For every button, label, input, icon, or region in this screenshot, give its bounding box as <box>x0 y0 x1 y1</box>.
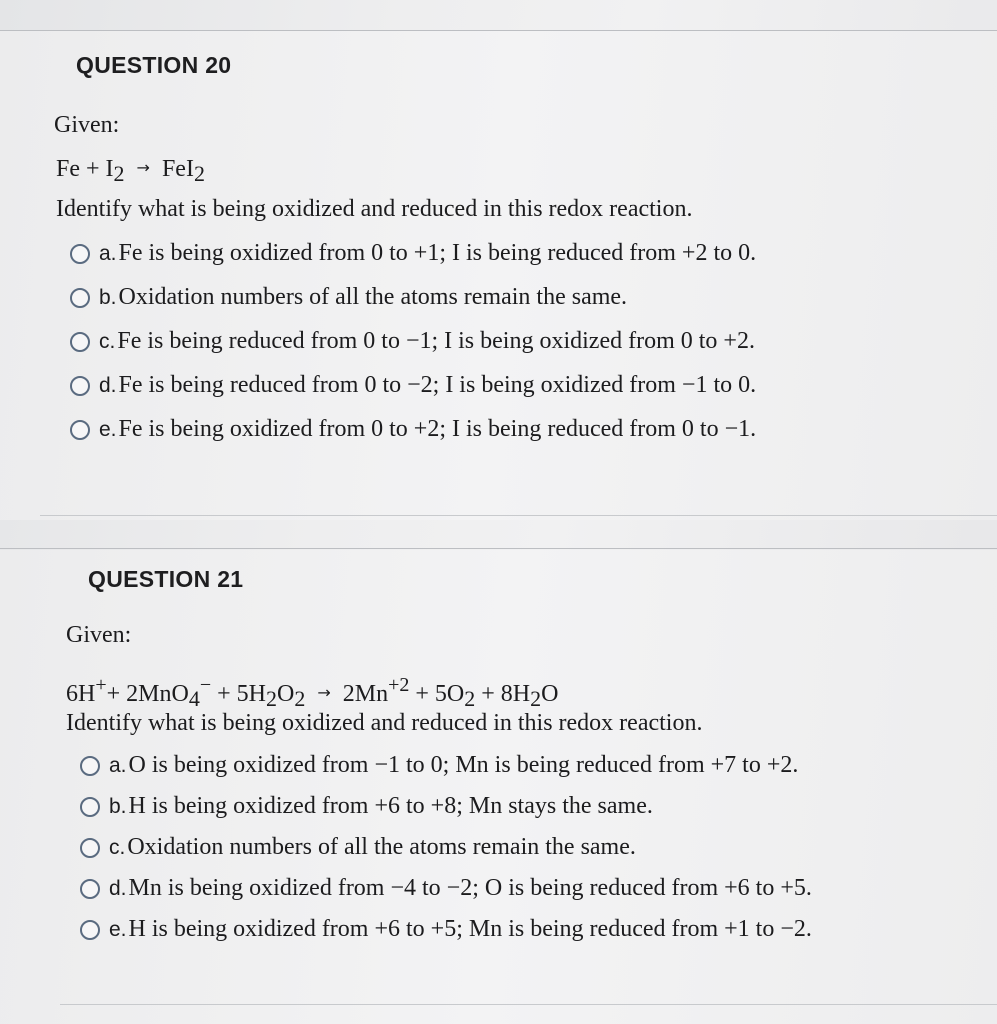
radio-icon[interactable] <box>70 376 90 396</box>
question-21-option-a[interactable]: a. O is being oxidized from −1 to 0; Mn is being reduced from +7 to +2. <box>80 752 798 779</box>
question-20-equation: $Fe + I_2 \to FeI_2$ <box>56 156 205 186</box>
radio-icon[interactable] <box>70 332 90 352</box>
radio-icon[interactable] <box>80 756 100 776</box>
question-21-equation: $6H^++ 2MnO_4^- + 5H_2O_2 \to 2Mn^{+2} + 5O_2 + 8H_2O$ <box>66 674 559 711</box>
arrow-icon: → <box>317 683 331 702</box>
question-20-title: QUESTION 20 <box>76 52 232 78</box>
question-20-option-a[interactable]: a. Fe is being oxidized from 0 to +1; I is being reduced from +2 to 0. <box>70 240 756 267</box>
question-21-option-d[interactable]: d. Mn is being oxidized from −4 to −2; O is being reduced from +6 to +5. <box>80 875 812 902</box>
question-20-option-c[interactable]: c. Fe is being reduced from 0 to −1; I is being oxidized from 0 to +2. <box>70 328 755 355</box>
question-20-given: Given: <box>54 112 120 138</box>
arrow-icon: → <box>136 158 150 177</box>
radio-icon[interactable] <box>80 879 100 899</box>
question-21-given: Given: <box>66 622 132 648</box>
radio-icon[interactable] <box>70 420 90 440</box>
question-20-option-b[interactable]: b. Oxidation numbers of all the atoms remain the same. <box>70 284 627 311</box>
question-20-option-d[interactable]: d. Fe is being reduced from 0 to −2; I is being oxidized from −1 to 0. <box>70 372 756 399</box>
radio-icon[interactable] <box>80 797 100 817</box>
radio-icon[interactable] <box>70 244 90 264</box>
radio-icon[interactable] <box>70 288 90 308</box>
divider <box>0 548 997 549</box>
question-21-prompt: Identify what is being oxidized and reduced in this redox reaction. <box>66 710 703 736</box>
radio-icon[interactable] <box>80 838 100 858</box>
question-21-option-e[interactable]: e. H is being oxidized from +6 to +5; Mn is being reduced from +1 to −2. <box>80 916 812 943</box>
question-20-prompt: Identify what is being oxidized and reduced in this redox reaction. <box>56 196 693 222</box>
divider <box>0 30 997 31</box>
divider <box>60 1004 997 1005</box>
question-20-option-e[interactable]: e. Fe is being oxidized from 0 to +2; I is being reduced from 0 to −1. <box>70 416 756 443</box>
question-21-title: QUESTION 21 <box>88 566 244 592</box>
question-20-panel <box>0 30 997 520</box>
question-21-panel <box>0 550 997 1024</box>
question-21-option-b[interactable]: b. H is being oxidized from +6 to +8; Mn stays the same. <box>80 793 653 820</box>
radio-icon[interactable] <box>80 920 100 940</box>
divider <box>40 515 997 516</box>
question-21-option-c[interactable]: c. Oxidation numbers of all the atoms remain the same. <box>80 834 636 861</box>
